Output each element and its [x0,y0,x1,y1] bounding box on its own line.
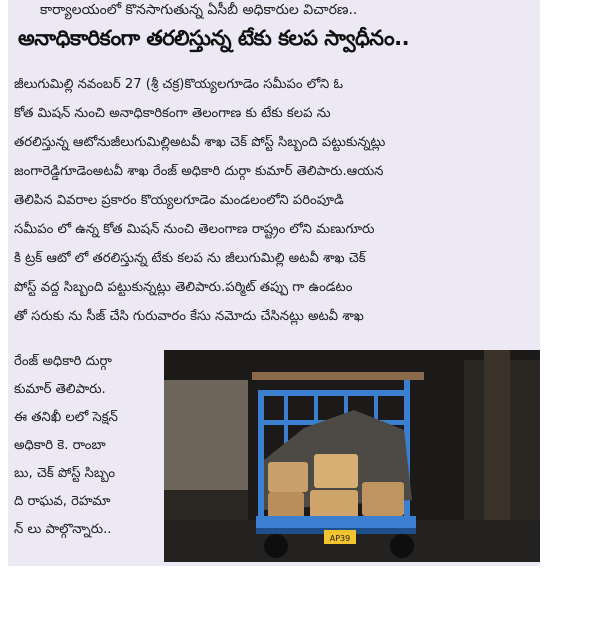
wrap-line: ఈ తనిఖీ లలో సెక్షన్ [14,410,118,425]
body-line: పోస్ట్ వద్ద సిబ్బంది పట్టుకున్నట్లు తెలిపారు.పర్మిట్ తప్పు గా ఉండటం [14,280,353,295]
body-line: జంగారెడ్డిగూడెంఅటవీ శాఖ రేంజ్ అధికారి దుర్గా కుమార్ తెలిపారు.ఆయన [14,164,384,179]
previous-article-tail: కార్యాలయంలో కొనసాగుతున్న ఏసీబీ అధికారుల విచారణ.. [40,2,358,18]
body-line: తో సరుకు ను సీజ్ చేసి గురువారం కేసు నమోదు చేసినట్లు అటవీ శాఖ [14,309,364,324]
wrap-line: న్ లు పాల్గొన్నారు.. [14,522,112,537]
body-line: కి ట్రక్ ఆటో లో తరలిస్తున్న టేకు కలప ను జీలుగుమిల్లి అటవీ శాఖ చెక్ [14,251,366,266]
article-body-wrap [14,348,166,544]
wrap-line: రేంజ్ అధికారి దుర్గా [14,354,112,369]
wrap-line: బు, చెక్ పోస్ట్ సిబ్బం [14,466,116,481]
body-line: సమీపం లో ఉన్న కోత మిషన్ నుంచి తెలంగాణ రాష్ట్రం లోని మణుగూరు [14,222,375,237]
body-line: జీలుగుమిల్లి నవంబర్ 27 (శ్రీ చక్ర)కొయ్యలగూడెం సమీపం లోని ఓ [14,77,344,92]
newspaper-clipping [8,0,540,566]
news-photo-seized-truck [164,350,540,562]
wrap-line: ది రాఘవ, రెహమా [14,494,111,509]
article-body [14,70,538,331]
body-line: తెలిపిన వివరాల ప్రకారం కొయ్యలగూడెం మండలంలోని పరింపూడి [14,193,344,208]
number-plate: AP39 [329,534,351,543]
body-line: తరలిస్తున్న ఆటోనుజీలుగుమిల్లిఅటవీ శాఖ చెక్ పోస్ట్ సిబ్బంది పట్టుకున్నట్లు [14,135,386,150]
truck-photo-illustration [164,350,540,562]
body-line: కోత మిషన్ నుంచి అనాధికారికంగా తెలంగాణ కు టేకు కలప ను [14,106,331,121]
wrap-line: కుమార్ తెలిపారు. [14,382,106,397]
article-headline: అనాధికారికంగా తరలిస్తున్న టేకు కలప స్వాధీనం.. [18,26,410,50]
wrap-line: అధికారి కె. రాంబా [14,438,106,453]
